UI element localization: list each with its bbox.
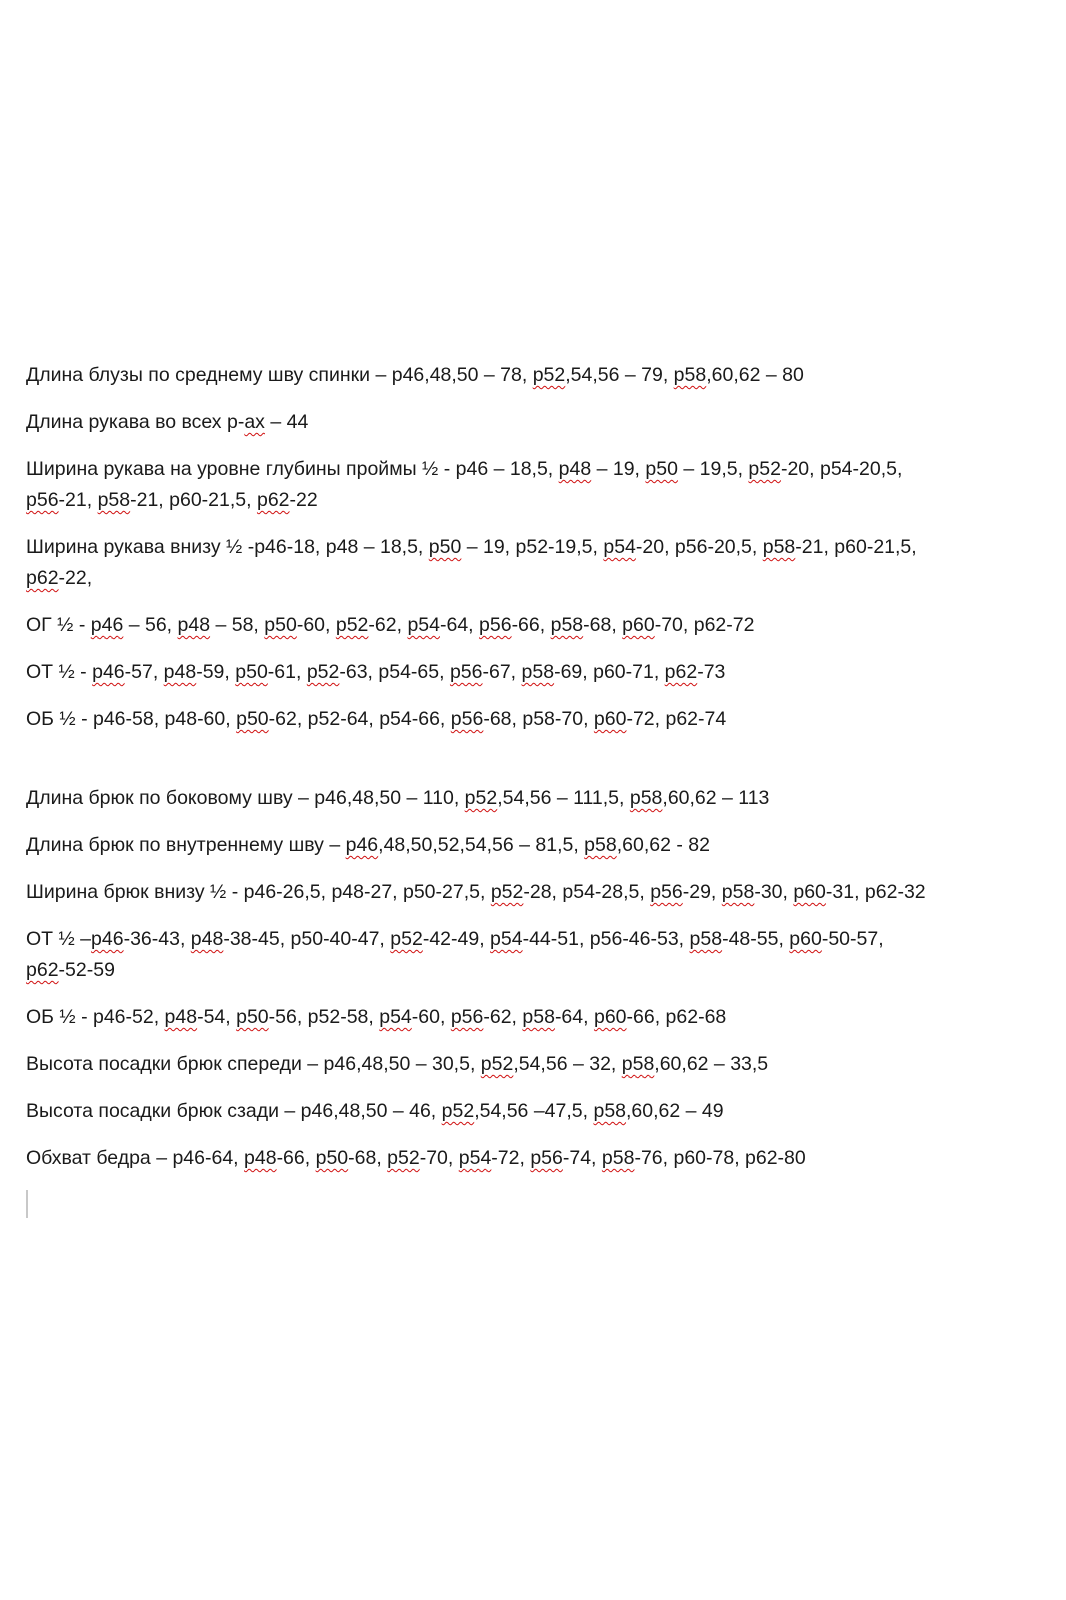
spell-error[interactable]: р48 [164,1006,198,1028]
chest-girth-line [26,610,1046,641]
sleeve-width-bottom-line [26,532,1046,594]
spell-error[interactable]: р52 [335,614,369,636]
spell-error[interactable]: р50 [236,708,269,730]
spell-error[interactable]: р50 [315,1147,349,1169]
spell-error[interactable]: р54 [603,536,636,558]
text: Длина брюк по внутреннему шву – [26,834,346,856]
text: -28, р54-28,5, [523,881,651,903]
text: -64, [554,1006,594,1028]
spell-error[interactable]: р58 [601,1147,635,1169]
text: -38-45, р50-40-47, [223,928,391,950]
text: – 56, [123,614,178,636]
spell-error[interactable]: р52 [490,881,524,903]
text: – 19, [591,458,646,480]
spell-error[interactable]: р58 [689,928,723,950]
text: -70, р62-72 [654,614,755,636]
spell-error[interactable]: р60 [622,614,655,636]
spell-error[interactable]: р46 [90,614,124,636]
text: -52-59 [58,959,115,981]
text: -64, [439,614,480,636]
trousers-inner-length-line [26,830,1046,861]
text: ,60,62 – 80 [706,364,804,386]
spell-error[interactable]: р58 [521,661,555,683]
text: -31, р62-32 [825,881,926,903]
text: -74, [562,1147,602,1169]
sleeve-width-armhole-line [26,454,1046,516]
text: -68, [583,614,623,636]
text: Высота посадки брюк сзади – р46,48,50 – 46, [26,1100,442,1122]
spell-error[interactable]: р52 [748,458,781,480]
spell-error[interactable]: р60 [593,1006,627,1028]
text: -22 [289,489,318,511]
trousers-hip-line [26,1002,1046,1033]
spell-error[interactable]: р62 [664,661,698,683]
spell-error[interactable]: р54 [407,614,440,636]
text: -56, р52-58, [268,1006,380,1028]
hip-girth-line [26,704,1046,735]
text: -73 [697,661,726,683]
blouse-length-line [26,360,1046,391]
blank-line [26,751,1046,783]
spell-error[interactable]: р58 [621,1053,655,1075]
text: -62, [368,614,408,636]
text: -59, [196,661,236,683]
spell-error[interactable]: р62 [26,959,59,981]
spell-error[interactable]: р56 [450,1006,484,1028]
text: – 44 [264,411,309,433]
text: -29, [682,881,722,903]
text: ,60,62 – 113 [662,787,770,809]
text-cursor[interactable] [26,1190,28,1218]
trousers-waist-line [26,924,1046,986]
spell-error[interactable]: ах [244,411,265,433]
spell-error[interactable]: р48 [163,661,197,683]
spell-error[interactable]: р50 [236,1006,269,1028]
spell-error[interactable]: р58 [721,881,755,903]
text: -66, р62-68 [626,1006,727,1028]
spell-error[interactable]: р48 [190,928,224,950]
text: -66, [276,1147,316,1169]
spell-error[interactable]: р56 [450,708,484,730]
text: -66, [511,614,551,636]
spell-error[interactable]: р50 [645,458,678,480]
text: ,60,62 – 33,5 [654,1053,769,1075]
text: -67, [482,661,522,683]
text: Обхват бедра – р46-64, [26,1147,245,1169]
spell-error[interactable]: р50 [264,614,297,636]
text: -22, [58,567,93,589]
text: ,54,56 – 79, [565,364,674,386]
text: ,60,62 – 49 [626,1100,724,1122]
text: -69, р60-71, [554,661,665,683]
spell-error[interactable]: р60 [789,928,822,950]
spell-error[interactable]: р56 [26,489,59,511]
spell-error[interactable]: р54 [379,1006,412,1028]
back-rise-line [26,1096,1046,1127]
trousers-bottom-width-line [26,877,1046,908]
text: Ширина рукава на уровне глубины проймы ½ - р46 – 18,5, [26,458,559,480]
spell-error[interactable]: р54 [458,1147,492,1169]
spell-error[interactable]: р58 [762,536,796,558]
document-body [26,360,1046,1218]
spell-error[interactable]: р52 [532,364,566,386]
text: ,54,56 –47,5, [474,1100,594,1122]
spell-error[interactable]: р52 [480,1053,514,1075]
text: -72, р62-74 [626,708,727,730]
text: Длина рукава во всех р- [26,411,245,433]
text: -44-51, р56-46-53, [522,928,690,950]
spell-error[interactable]: р52 [387,1147,420,1169]
spell-error[interactable]: р56 [449,661,483,683]
spell-error[interactable]: р52 [441,1100,475,1122]
text: -68, р58-70, [483,708,594,730]
spell-error[interactable]: р48 [244,1147,277,1169]
sleeve-length-line [26,407,1046,438]
text: -70, [419,1147,459,1169]
front-rise-line [26,1049,1046,1080]
text: ,48,50,52,54,56 – 81,5, [378,834,585,856]
text: Ширина рукава внизу ½ -р46-18, р48 – 18,5, [26,536,429,558]
spell-error[interactable]: р56 [530,1147,563,1169]
spell-error[interactable]: р58 [593,1100,627,1122]
spell-error[interactable]: р48 [177,614,211,636]
text: ОБ ½ - р46-58, р48-60, [26,708,237,730]
text: -60, [296,614,336,636]
text: Длина блузы по среднему шву спинки – р46,48,50 – 78, [26,364,533,386]
text: -50-57, [821,928,884,950]
spell-error[interactable]: р58 [673,364,707,386]
text: -21, р60-21,5, [795,536,917,558]
text: -62, [483,1006,523,1028]
spell-error[interactable]: р52 [390,928,423,950]
text: Высота посадки брюк спереди – р46,48,50 – 30,5, [26,1053,481,1075]
text: Ширина брюк внизу ½ - р46-26,5, р48-27, р50-27,5, [26,881,491,903]
spell-error[interactable]: р46 [345,834,379,856]
spell-error[interactable]: р46 [92,661,125,683]
spell-error[interactable]: р58 [550,614,584,636]
text: -68, [348,1147,388,1169]
text: ОТ ½ – [26,928,92,950]
text: -36-43, [123,928,191,950]
text: ОБ ½ - р46-52, [26,1006,165,1028]
waist-girth-line [26,657,1046,688]
spell-error[interactable]: р56 [650,881,683,903]
text: ОТ ½ - [26,661,93,683]
thigh-girth-line [26,1143,1046,1174]
text: -63, р54-65, [339,661,450,683]
text: -42-49, [422,928,491,950]
spell-error[interactable]: р58 [584,834,617,856]
text: -76, р60-78, р62-80 [634,1147,806,1169]
text: -21, р60-21,5, [130,489,257,511]
spell-error[interactable]: р60 [793,881,826,903]
spell-error[interactable]: р48 [558,458,592,480]
text: -20, р54-20,5, [780,458,903,480]
text: -57, [124,661,164,683]
text: ,54,56 – 111,5, [497,787,630,809]
spell-error[interactable]: р62 [26,567,59,589]
spell-error[interactable]: р50 [235,661,268,683]
text: -72, [491,1147,531,1169]
text: – 19, р52-19,5, [461,536,604,558]
spell-error[interactable]: р60 [593,708,627,730]
text: Длина брюк по боковому шву – р46,48,50 – 110, [26,787,465,809]
text: ОГ ½ - [26,614,91,636]
spell-error[interactable]: р58 [629,787,663,809]
spell-error[interactable]: р56 [479,614,512,636]
spell-error[interactable]: р58 [522,1006,555,1028]
spell-error[interactable]: р46 [91,928,124,950]
spell-error[interactable]: р58 [97,489,131,511]
text: -30, [754,881,794,903]
text: -20, р56-20,5, [635,536,763,558]
trousers-side-length-line [26,783,1046,814]
text: -48-55, [722,928,790,950]
spell-error[interactable]: р62 [256,489,290,511]
text: -60, [411,1006,451,1028]
spell-error[interactable]: р52 [464,787,498,809]
text: -61, [267,661,307,683]
text: -21, [58,489,98,511]
text: – 58, [210,614,265,636]
spell-error[interactable]: р50 [428,536,462,558]
text: -54, [197,1006,237,1028]
spell-error[interactable]: р54 [490,928,523,950]
text: ,60,62 - 82 [616,834,710,856]
spell-error[interactable]: р52 [306,661,340,683]
text: -62, р52-64, р54-66, [268,708,451,730]
text: – 19,5, [677,458,749,480]
text: ,54,56 – 32, [513,1053,622,1075]
